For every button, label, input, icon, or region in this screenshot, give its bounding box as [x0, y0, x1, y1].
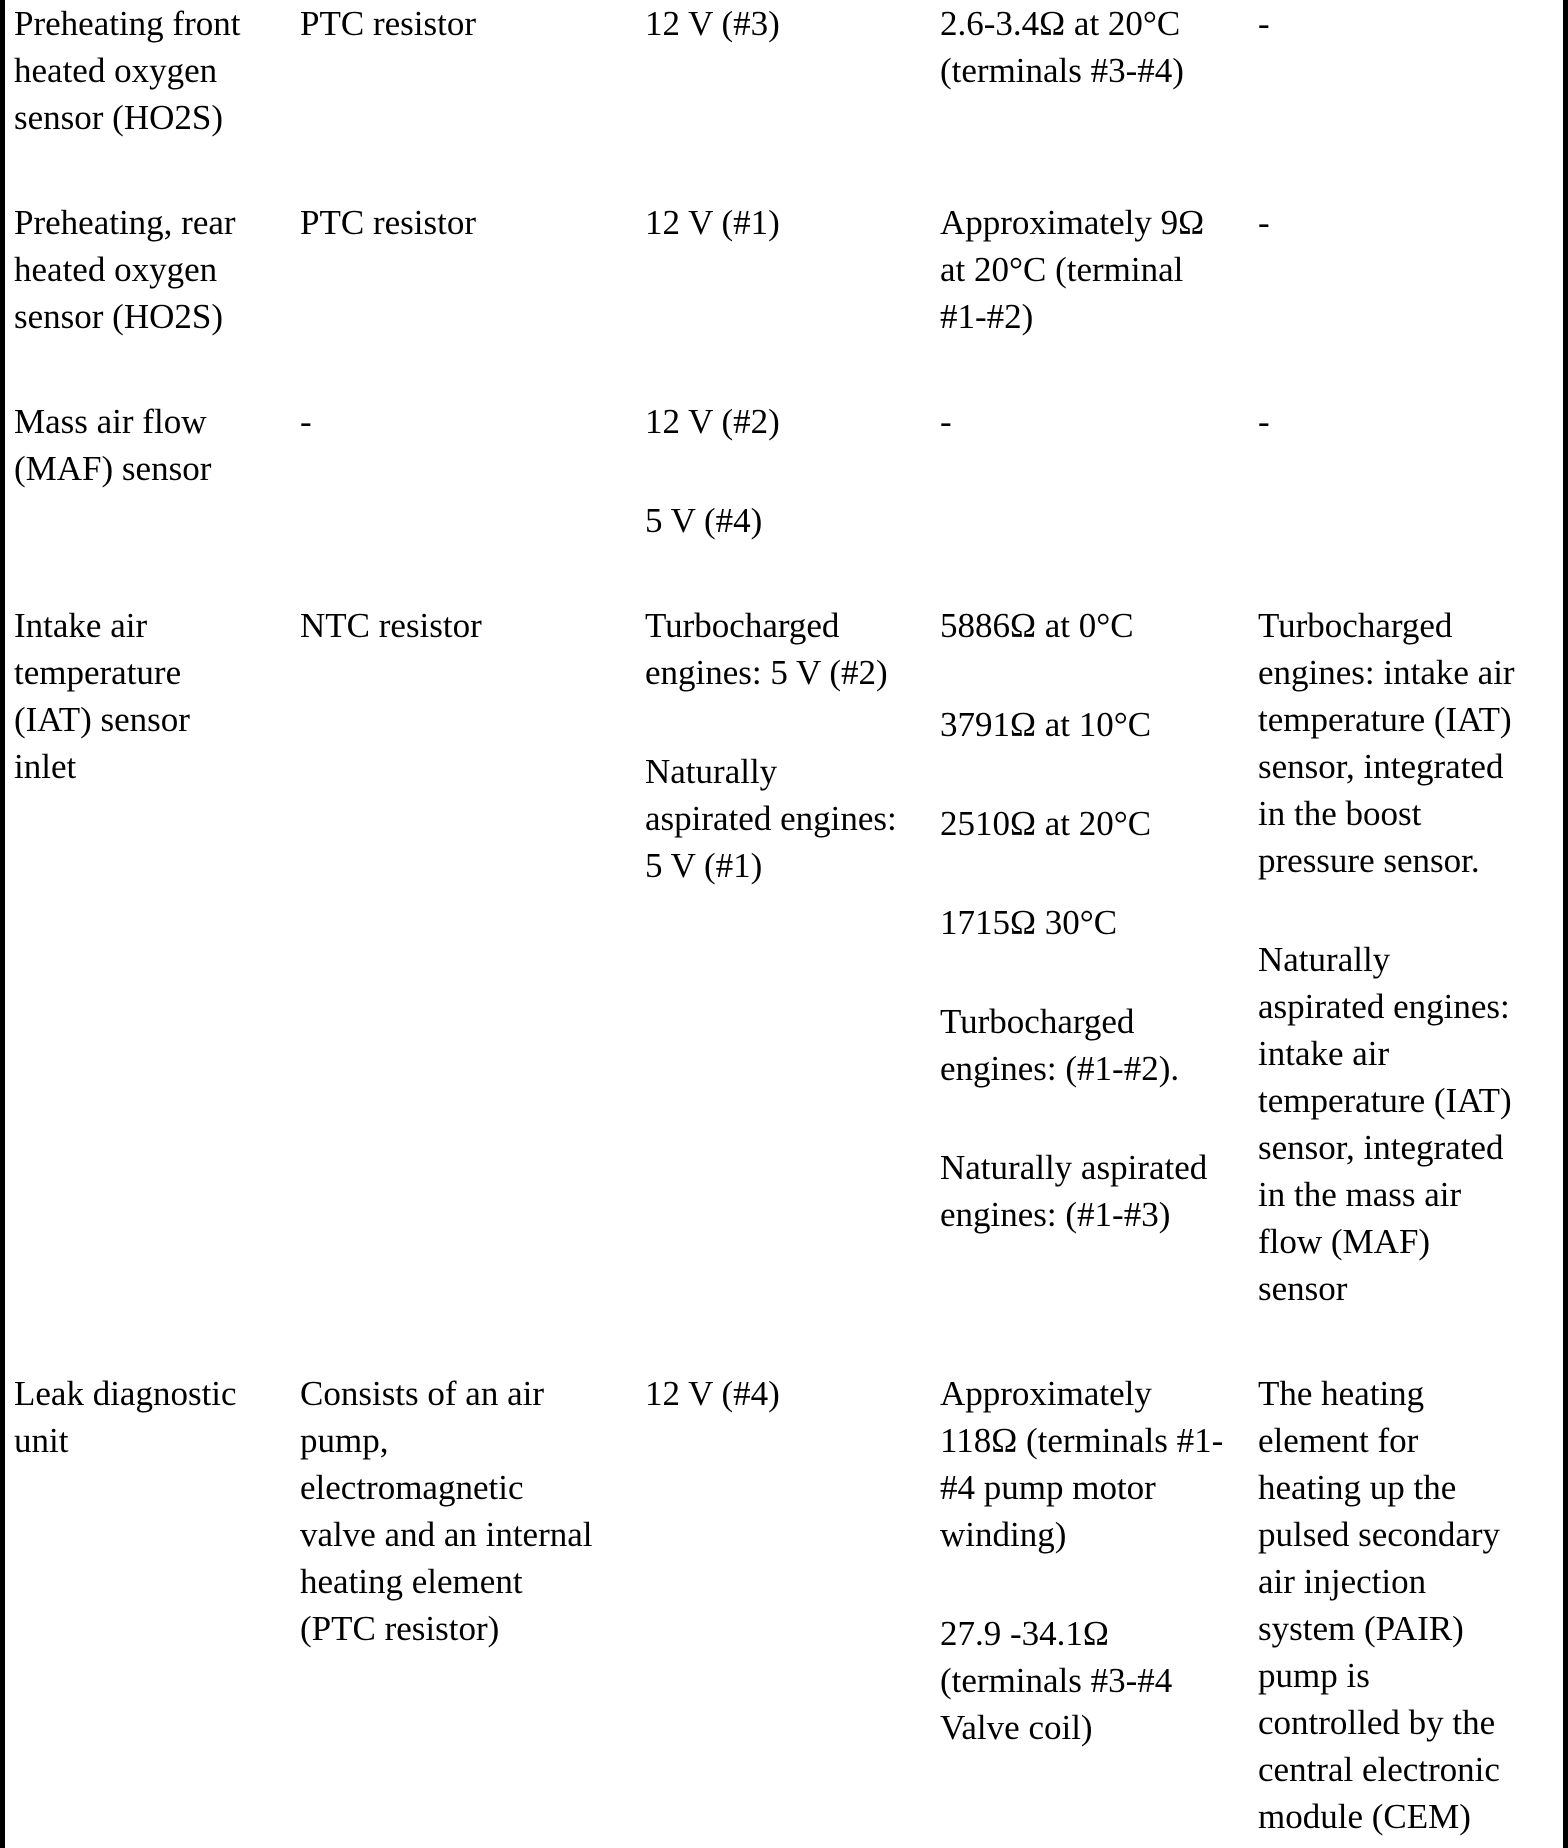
- voltage-cell: Turbocharged engines: 5 V (#2) Naturally aspirated engines: 5 V (#1): [645, 606, 897, 885]
- remarks-cell: Turbocharged engines: intake air temperature (IAT) sensor, integrated in the boost pressure sensor. Naturally aspirated engines: intake air temperature (IAT) sensor, integrated in the mass air flow (MAF) sensor: [1258, 606, 1515, 1308]
- type-cell: -: [300, 402, 312, 441]
- voltage-cell: 12 V (#4): [645, 1374, 780, 1413]
- component-cell: Mass air flow (MAF) sensor: [14, 402, 212, 488]
- voltage-cell: 12 V (#1): [645, 203, 780, 242]
- resistance-cell: Approximately 118Ω (terminals #1- #4 pump motor winding) 27.9 -34.1Ω (terminals #3-#4 Valve coil): [940, 1374, 1224, 1747]
- component-cell: Leak diagnostic unit: [14, 1374, 237, 1460]
- remarks-cell: -: [1258, 4, 1270, 43]
- component-cell: Intake air temperature (IAT) sensor inlet: [14, 606, 190, 786]
- resistance-cell: Approximately 9Ω at 20°C (terminal #1-#2): [940, 203, 1205, 336]
- type-cell: PTC resistor: [300, 4, 476, 43]
- resistance-cell: 2.6-3.4Ω at 20°C (terminals #3-#4): [940, 4, 1184, 90]
- remarks-cell: -: [1258, 402, 1270, 441]
- type-cell: PTC resistor: [300, 203, 476, 242]
- resistance-cell: 5886Ω at 0°C 3791Ω at 10°C 2510Ω at 20°C 1715Ω 30°C Turbocharged engines: (#1-#2). Naturally aspirated engines: (#1-#3): [940, 606, 1208, 1234]
- voltage-cell: 12 V (#3): [645, 4, 780, 43]
- type-cell: Consists of an air pump, electromagnetic valve and an internal heating element (PTC resistor): [300, 1374, 593, 1648]
- remarks-cell: -: [1258, 203, 1270, 242]
- resistance-cell: -: [940, 402, 952, 441]
- voltage-cell: 12 V (#2) 5 V (#4): [645, 402, 780, 540]
- type-cell: NTC resistor: [300, 606, 482, 645]
- component-cell: Preheating front heated oxygen sensor (HO2S): [14, 4, 241, 137]
- component-cell: Preheating, rear heated oxygen sensor (HO2S): [14, 203, 236, 336]
- remarks-cell: The heating element for heating up the pulsed secondary air injection system (PAIR) pump is controlled by the central electronic module (CEM): [1258, 1374, 1501, 1836]
